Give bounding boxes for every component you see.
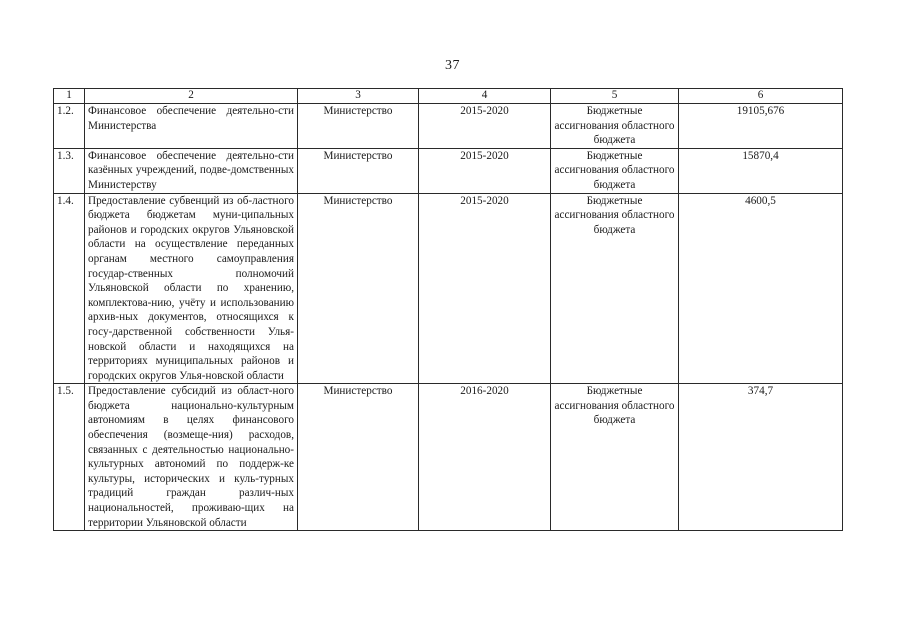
funding-source: Бюджетные ассигнования областного бюджета bbox=[551, 148, 679, 193]
row-number: 1.2. bbox=[54, 104, 85, 149]
table-row bbox=[54, 148, 843, 193]
page-number: 37 bbox=[445, 58, 460, 73]
measure-description: Предоставление субсидий из област-ного бюджета национально-культурным автономиям в целях финансового обеспечения (возмеще-ния) расходов, связанных с деятельностью национально-культурных автономий по поддерж-ке культуры, исторических и куль-турных традиций граждан различ-ных национальностей, проживаю-щих на территории Ульяновской области bbox=[85, 384, 298, 531]
executor: Министерство bbox=[298, 384, 419, 531]
amount: 4600,5 bbox=[679, 193, 843, 384]
column-header-1: 1 bbox=[54, 89, 85, 104]
measure-description: Финансовое обеспечение деятельно-сти Министерства bbox=[85, 104, 298, 149]
executor: Министерство bbox=[298, 148, 419, 193]
amount: 374,7 bbox=[679, 384, 843, 531]
measure-description: Финансовое обеспечение деятельно-сти казённых учреждений, подве-домственных Министерству bbox=[85, 148, 298, 193]
table-row bbox=[54, 384, 843, 531]
period: 2015-2020 bbox=[419, 148, 551, 193]
row-number: 1.4. bbox=[54, 193, 85, 384]
funding-source: Бюджетные ассигнования областного бюджета bbox=[551, 104, 679, 149]
measure-description: Предоставление субвенций из об-ластного бюджета бюджетам муни-ципальных районов и городских округов Ульяновской области на осуществление переданных органам местного самоуправления государ-ственных полномочий Ульяновской области по хранению, комплектова-нию, учёту и использованию архив-ных документов, относящихся к госу-дарственной собственности Улья-новской области и находящихся на территориях муниципальных районов и городских округов Улья-новской области bbox=[85, 193, 298, 384]
row-number: 1.5. bbox=[54, 384, 85, 531]
column-header-6: 6 bbox=[679, 89, 843, 104]
amount: 19105,676 bbox=[679, 104, 843, 149]
table-row bbox=[54, 104, 843, 149]
column-header-3: 3 bbox=[298, 89, 419, 104]
period: 2015-2020 bbox=[419, 104, 551, 149]
period: 2015-2020 bbox=[419, 193, 551, 384]
header-row bbox=[54, 89, 843, 104]
program-measures-table bbox=[53, 88, 843, 531]
executor: Министерство bbox=[298, 193, 419, 384]
row-number: 1.3. bbox=[54, 148, 85, 193]
amount: 15870,4 bbox=[679, 148, 843, 193]
column-header-2: 2 bbox=[85, 89, 298, 104]
table-row bbox=[54, 193, 843, 384]
funding-source: Бюджетные ассигнования областного бюджета bbox=[551, 384, 679, 531]
period: 2016-2020 bbox=[419, 384, 551, 531]
funding-source: Бюджетные ассигнования областного бюджета bbox=[551, 193, 679, 384]
column-header-5: 5 bbox=[551, 89, 679, 104]
executor: Министерство bbox=[298, 104, 419, 149]
column-header-4: 4 bbox=[419, 89, 551, 104]
